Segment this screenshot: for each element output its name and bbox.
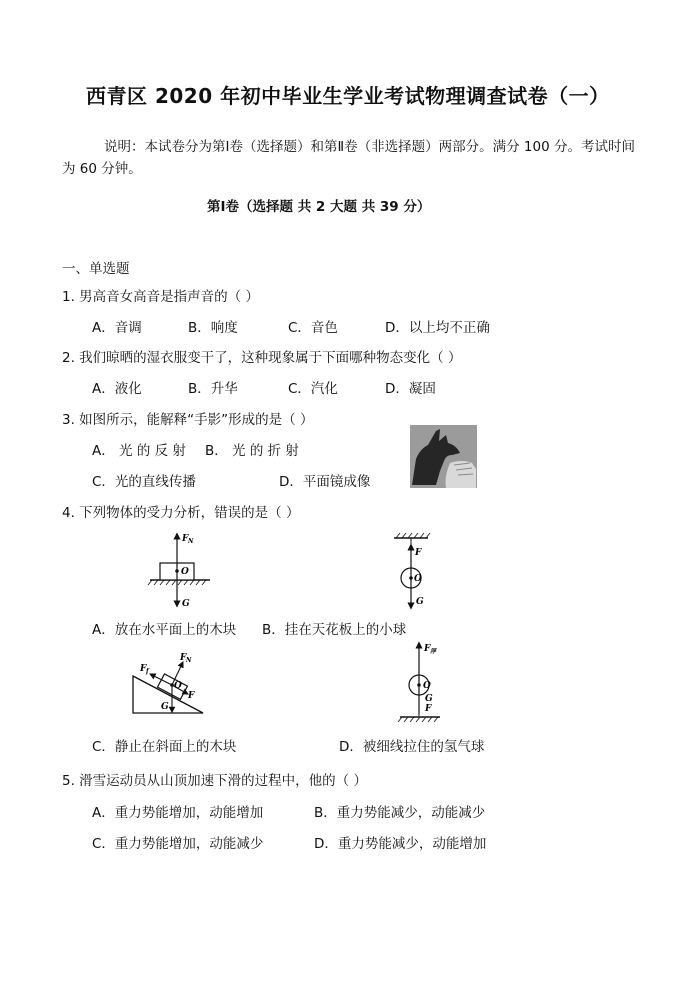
diagram-hanging-ball [380, 530, 440, 610]
intro-line-1: 说明：本试卷分为第Ⅰ卷（选择题）和第Ⅱ卷（非选择题）两部分。满分 100 分。考试时间 [104, 139, 635, 155]
question-4-option-d: D．被细线拉住的氢气球 [339, 739, 485, 755]
question-2-option-a: A．液化 [92, 381, 142, 397]
diagram-d-label-ffu-sub: 浮 [430, 648, 437, 655]
intro-line-2: 为 60 分钟。 [62, 161, 142, 177]
diagram-c-label-g: G [161, 702, 169, 712]
diagram-d-label-g: G [425, 694, 433, 704]
diagram-c-label-fn-sub: N [186, 657, 192, 664]
diagram-tethered-balloon [390, 640, 460, 725]
question-2-option-b: B．升华 [188, 381, 238, 397]
diagram-d-label-o: O [423, 681, 431, 691]
question-5-option-c: C．重力势能增加，动能减少 [92, 836, 264, 852]
question-3-option-a: A． 光 的 反 射 [92, 443, 186, 459]
question-4-option-a: A．放在水平面上的木块 [92, 622, 237, 638]
question-2-option-d: D．凝固 [385, 381, 436, 397]
question-3-option-c: C．光的直线传播 [92, 474, 196, 490]
hand-shadow-photo [410, 425, 477, 488]
diagram-block-on-incline [128, 648, 208, 718]
question-4-stem: 4. 下列物体的受力分析，错误的是（ ） [62, 505, 300, 521]
diagram-d-label-f: F [425, 704, 432, 714]
question-5-option-d: D．重力势能减少，动能增加 [314, 836, 487, 852]
question-5-option-a: A．重力势能增加，动能增加 [92, 805, 264, 821]
question-4-option-c: C．静止在斜面上的木块 [92, 739, 237, 755]
diagram-b-label-f: F [415, 548, 422, 558]
diagram-c-label-f: F [188, 691, 195, 701]
diagram-c-label-o: O [174, 681, 182, 691]
diagram-a-label-fn: F [182, 534, 189, 544]
question-5-stem: 5. 滑雪运动员从山顶加速下滑的过程中，他的（ ） [62, 773, 367, 789]
section-title: 第Ⅰ卷（选择题 共 2 大题 共 39 分） [207, 199, 431, 215]
page-title: 西青区 2020 年初中毕业生学业考试物理调查试卷（一） [86, 84, 610, 108]
question-5-option-b: B．重力势能减少，动能减少 [314, 805, 486, 821]
diagram-a-label-o: O [181, 567, 189, 577]
diagram-a-label-g: G [182, 599, 190, 609]
question-1-option-a: A．音调 [92, 320, 142, 336]
question-3-option-b: B． 光 的 折 射 [205, 443, 299, 459]
question-4-option-b: B．挂在天花板上的小球 [262, 622, 407, 638]
question-1-stem: 1. 男高音女高音是指声音的（ ） [62, 289, 259, 305]
question-2-stem: 2. 我们晾晒的湿衣服变干了，这种现象属于下面哪种物态变化（ ） [62, 350, 462, 366]
diagram-block-on-table [140, 530, 220, 610]
diagram-a-label-fn-sub: N [188, 538, 194, 545]
diagram-b-label-o: O [414, 574, 422, 584]
question-2-option-c: C．汽化 [288, 381, 338, 397]
question-1-option-b: B．响度 [188, 320, 238, 336]
question-3-stem: 3. 如图所示，能解释“手影”形成的是（ ） [62, 412, 314, 428]
question-1-option-c: C．音色 [288, 320, 338, 336]
question-1-option-d: D．以上均不正确 [385, 320, 490, 336]
diagram-c-label-ff: F [140, 664, 147, 674]
part-heading: 一、单选题 [62, 261, 130, 277]
diagram-c-label-fn: F [180, 653, 187, 663]
diagram-b-label-g: G [416, 597, 424, 607]
diagram-d-label-ffu: F [424, 644, 431, 654]
question-3-option-d: D．平面镜成像 [279, 474, 371, 490]
diagram-c-label-ff-sub: f [146, 668, 149, 675]
